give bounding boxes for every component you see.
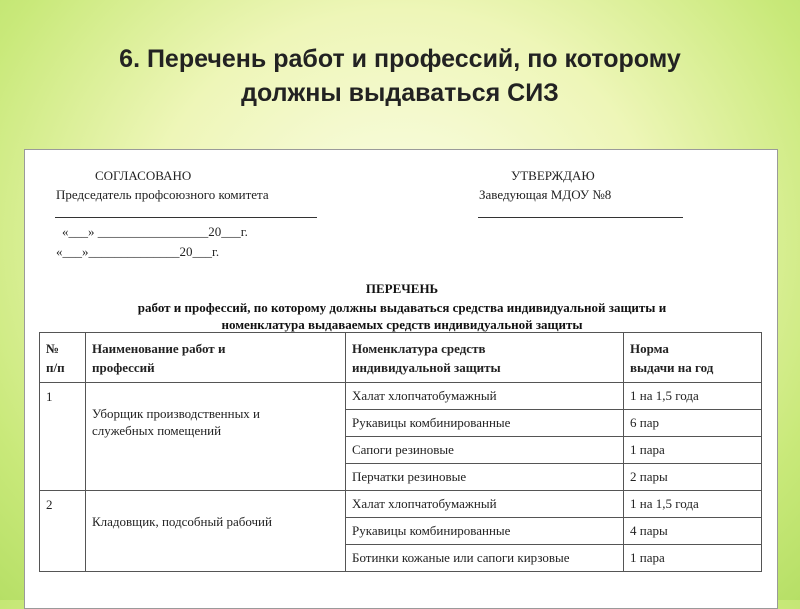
ppe-norm: 2 пары	[624, 464, 762, 491]
ppe-item: Сапоги резиновые	[346, 437, 624, 464]
ppe-item: Халат хлопчатобумажный	[346, 491, 624, 518]
ppe-table	[39, 332, 762, 572]
document-sheet	[24, 149, 778, 609]
document-subtitle-line-2: номенклатура выдаваемых средств индивидуальной защиты	[221, 317, 583, 332]
signature-line-right	[478, 217, 683, 218]
ppe-norm: 6 пар	[624, 410, 762, 437]
ppe-norm: 4 пары	[624, 518, 762, 545]
header-items: Номенклатура средств индивидуальной защиты	[346, 333, 624, 383]
slide-title	[0, 42, 800, 110]
ppe-item: Перчатки резиновые	[346, 464, 624, 491]
ppe-norm: 1 на 1,5 года	[624, 491, 762, 518]
profession-name: Уборщик производственных и служебных помещений	[86, 383, 346, 491]
profession-name: Кладовщик, подсобный рабочий	[86, 491, 346, 572]
ppe-item: Халат хлопчатобумажный	[346, 383, 624, 410]
row-number: 2	[40, 491, 86, 572]
ppe-norm: 1 на 1,5 года	[624, 383, 762, 410]
document-subtitle-line-1: работ и профессий, по которому должны выдаваться средства индивидуальной защиты и	[137, 300, 667, 315]
approval-left-heading: СОГЛАСОВАНО	[95, 168, 192, 183]
ppe-norm: 1 пара	[624, 545, 762, 572]
row-number: 1	[40, 383, 86, 491]
ppe-norm: 1 пара	[624, 437, 762, 464]
approval-right-role: Заведующая МДОУ №8	[479, 187, 612, 202]
table-header-row	[40, 333, 762, 383]
ppe-item: Рукавицы комбинированные	[346, 410, 624, 437]
approval-left-date-1: «___» _________________20___г.	[62, 224, 248, 239]
table-row	[40, 383, 762, 410]
approval-left-role: Председатель профсоюзного комитета	[56, 187, 269, 202]
header-name: Наименование работ и профессий	[86, 333, 346, 383]
slide-title-line-1: 6. Перечень работ и профессий, по которому	[119, 45, 681, 73]
ppe-item: Ботинки кожаные или сапоги кирзовые	[346, 545, 624, 572]
document-title: ПЕРЕЧЕНЬ	[365, 281, 439, 296]
ppe-item: Рукавицы комбинированные	[346, 518, 624, 545]
signature-line-left	[55, 217, 317, 218]
header-norm: Норма выдачи на год	[624, 333, 762, 383]
approval-right-heading: УТВЕРЖДАЮ	[511, 168, 595, 183]
table-row	[40, 491, 762, 518]
approval-left-date-2: «___»______________20___г.	[56, 244, 220, 259]
header-num: № п/п	[40, 333, 86, 383]
slide-title-line-2: должны выдаваться СИЗ	[241, 79, 559, 107]
